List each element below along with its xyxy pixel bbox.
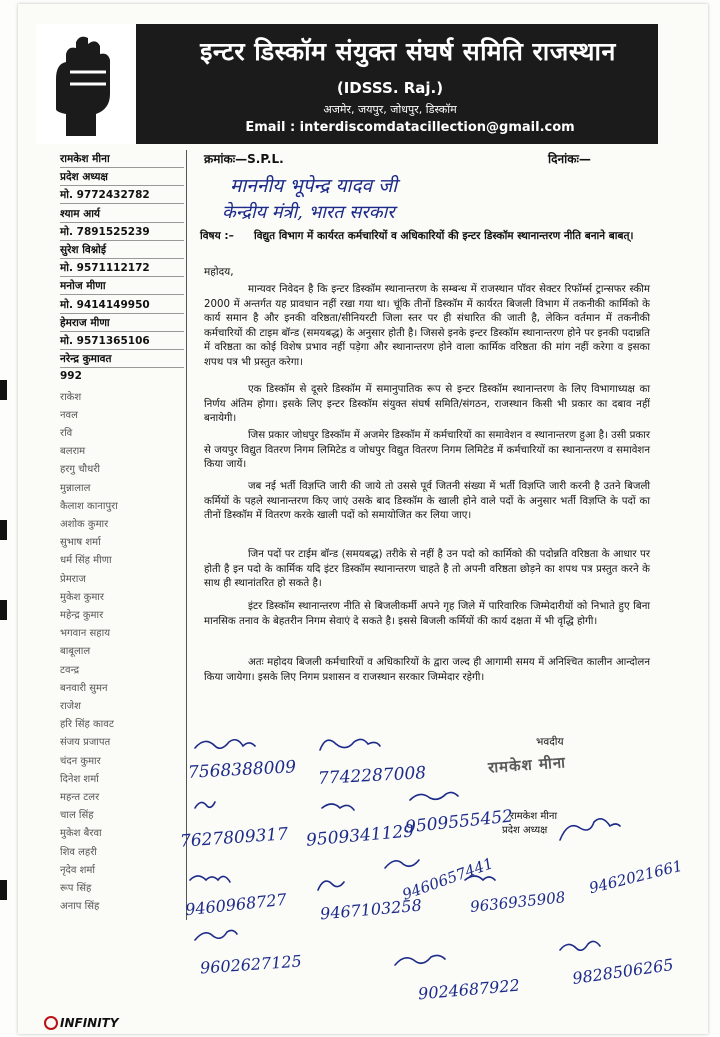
handwritten-phone: 9509555452 <box>404 806 514 838</box>
sidebar-rule <box>60 349 184 350</box>
handwritten-addressee: माननीय भूपेन्द्र यादव जी <box>230 175 398 197</box>
sidebar-member-line: रवि <box>60 428 73 439</box>
sidebar-member-line: अशोक कुमार <box>60 519 109 530</box>
sidebar-member-line: प्रदेश अध्यक्ष <box>60 171 108 184</box>
sidebar-divider <box>186 150 187 920</box>
handwritten-phone: 7627809317 <box>179 824 289 852</box>
sidebar-member-line: संजय प्रजापत <box>60 737 111 749</box>
handwritten-phone: 9602627125 <box>199 951 303 978</box>
sidebar-rule <box>60 258 184 259</box>
sidebar-member-line: मो. 9571365106 <box>60 335 150 347</box>
sidebar-rule <box>60 240 184 241</box>
sidebar-rule <box>60 331 184 332</box>
sidebar-member-line: हरगु चौधरी <box>60 464 100 476</box>
body-paragraph: मान्यवर निवेदन है कि इन्टर डिस्कॉम स्थानान्तरण के सम्बन्ध में राजस्थान पॉवर सेक्टर रिफॉर्म्स ट्रान्सफर स्कीम 2000 में अन्तर्गत यह प्रावधान नहीं रखा गया था। चूंकि तीनों डिस्कॉम में कार्यरत बिजली विभाग में तकनीकी कार्मिको के कार्य समान है और इनकी वरिष्ठता/सीनियरटी जिला स्तर पर ही संधारित की जाती है, लेकिन वर्तमान में तकनीकी कर्मचारियों की टाइम बॉन्ड (समयबद्ध) के अनुसार होती है। जिससे इनके इन्टर डिस्कॉम स्थानान्तरण होने पर इनकी पदान्नति में वरिष्ठता का कोई विशेष प्रभाव नहीं पड़ेगा और स्थानान्तरण होने वाला कार्मिक वरिष्ठता की मांग नहीं करेगा व इसका शपथ पत्र भी प्रस्तुत करेगा। <box>204 284 650 368</box>
sidebar-member-line: नवल <box>60 409 78 421</box>
sidebar-member-line: राकेश <box>60 391 82 403</box>
subject-text: विद्युत विभाग में कार्यरत कर्मचारियों व अधिकारियों की इन्टर डिस्कॉम स्थानान्तरण नीति बनाने बाबत्। <box>254 230 634 242</box>
handwritten-designation: केन्द्रीय मंत्री, भारत सरकार <box>222 202 395 223</box>
sidebar-member-line: मनोज मीणा <box>60 280 106 293</box>
binding-mark <box>0 380 7 400</box>
sidebar-member-line: राजेश <box>60 701 81 712</box>
reference-number: क्रमांकः—S.P.L. <box>204 152 284 166</box>
closing-phrase: भवदीय <box>536 736 564 748</box>
sidebar-rule <box>60 294 184 295</box>
binding-mark <box>0 600 7 620</box>
sidebar-member-line: रामकेश मीना <box>60 153 110 165</box>
signature-stamp: रामकेश मीना <box>487 753 567 777</box>
date-label: दिनांकः— <box>548 152 591 166</box>
handwritten-phone: 9462021661 <box>587 856 685 898</box>
sidebar-member-line: मो. 7891525239 <box>60 225 150 238</box>
handwritten-phone: 7742287008 <box>317 763 427 789</box>
sidebar-member-line: भगवान सहाय <box>60 628 110 640</box>
sidebar-member-line: मो. 9772432782 <box>60 189 150 202</box>
handwritten-phone: 9024687922 <box>417 975 521 1004</box>
binding-mark <box>0 520 7 540</box>
footer-brand: INFINITY <box>60 1016 119 1030</box>
organization-cities: अजमेर, जयपुर, जोधपुर, डिस्कॉम <box>323 103 457 116</box>
sidebar-member-line: 992 <box>60 370 82 383</box>
sidebar-rule <box>60 185 184 186</box>
sidebar-member-line: टवन्द्र <box>60 664 79 676</box>
sidebar-rule <box>60 367 184 368</box>
sidebar-member-line: हेमराज मीणा <box>60 316 110 329</box>
sidebar-rule <box>60 276 184 277</box>
handwritten-phone: 9460968727 <box>184 889 288 920</box>
body-paragraph: जिन पदों पर टाईम बॉन्ड (समयबद्ध) तरीके से नहीं है उन पदो को कार्मिको की पदोन्नति वरिष्ठता के आधार पर होती है इन पदो के कार्मिक यदि इंटर डिस्कॉम स्थानान्तरण चाहते है तो अपनी वरिष्ठता छोड़ने का शपथ पत्र प्रस्तुत करने के साथ ही स्थानांतरित हो सकते है। <box>204 549 650 590</box>
body-paragraph: अतः महोदय बिजली कर्मचारियों व अधिकारियों के द्वारा जल्द ही आगामी समय में अनिश्चित कालीन आन्दोलन किया जायेगा। इसके लिए निगम प्रशासन व राजस्थान सरकार जिम्मेदार रहेगी। <box>204 657 650 683</box>
handwritten-phone: 9509341129 <box>305 821 415 851</box>
handwritten-phone: 9467103258 <box>319 895 423 924</box>
sidebar-member-line: रूप सिंह <box>60 883 92 894</box>
sidebar-member-line: मुन्नालाल <box>60 482 91 494</box>
sidebar-member-line: दिनेश शर्मा <box>60 773 99 785</box>
binding-mark <box>0 880 7 900</box>
sidebar-member-line: मुकेश बैरवा <box>60 828 102 840</box>
sidebar-member-line: मो. 9414149950 <box>60 298 150 311</box>
organization-abbreviation: (IDSSS. Raj.) <box>336 79 444 97</box>
salutation: महोदय, <box>204 266 234 278</box>
sidebar-rule <box>60 203 184 204</box>
handwritten-phone: 7568388009 <box>187 757 297 783</box>
body-paragraph: इंटर डिस्कॉम स्थानान्तरण नीति से बिजलीकर्मी अपने गृह जिले में पारिवारिक जिम्मेदारीयों को निभाते हुए बिना मानसिक तनाव के बेहतरीन निगम सेवाएं दे सकते है। इससे बिजली कर्मियों की कार्य दक्षता में भी वृद्धि होगी। <box>204 601 650 627</box>
sidebar-member-line: चंदन कुमार <box>60 755 101 767</box>
subject-label: विषय :– <box>200 230 234 242</box>
sidebar-rule <box>60 313 184 314</box>
sidebar-member-line: हरि सिंह कावट <box>60 719 114 731</box>
sidebar-member-line: बाबूलाल <box>60 646 91 658</box>
fist-logo-icon <box>36 24 136 144</box>
sidebar-member-line: बलराम <box>60 446 86 458</box>
sidebar-member-line: शिव लहरी <box>60 846 97 858</box>
organization-email: Email : interdiscomdatacillection@gmail.com <box>245 120 575 135</box>
sidebar-member-line: महेन्द्र कुमार <box>60 610 104 621</box>
sidebar-member-line: मो. 9571112172 <box>60 262 150 275</box>
sidebar-member-line: बनवारी सुमन <box>60 682 108 694</box>
organization-logo <box>36 24 136 144</box>
signatory-name: रामकेश मीना <box>510 811 558 822</box>
sidebar-member-line: कैलाश कानापुरा <box>60 500 118 512</box>
organization-title: इन्टर डिस्कॉम संयुक्त संघर्ष समिति राजस्थान <box>200 37 616 66</box>
signatory-title: प्रदेश अध्यक्ष <box>502 825 548 836</box>
sidebar-member-line: महन्त टलर <box>60 792 100 803</box>
handwritten-phone: 9460657441 <box>399 854 496 904</box>
sidebar-member-line: अनाप सिंह <box>60 901 100 913</box>
sidebar-member-line: धर्म सिंह मीणा <box>60 555 112 567</box>
sidebar-member-line: सुभाष शर्मा <box>60 537 101 549</box>
sidebar-member-line: नृदेव शर्मा <box>60 864 95 876</box>
handwritten-phone: 9636935908 <box>469 888 567 916</box>
infinity-brand-icon <box>44 1016 58 1030</box>
sidebar-rule <box>60 167 184 168</box>
sidebar-member-line: नरेन्द्र कुमावत <box>60 353 112 366</box>
sidebar-member-line: चाल सिंह <box>60 810 94 822</box>
sidebar-member-line: श्याम आर्य <box>60 207 101 220</box>
body-paragraph: एक डिस्कॉम से दूसरे डिस्कॉम में समानुपातिक रूप से इन्टर डिस्कॉम स्थानान्तरण के लिए विभागाध्यक्ष का निर्णय अंतिम होगा। इसके लिए इन्टर डिस्कॉम संयुक्त संघर्ष समिति/संगठन, राजस्थान किसी भी प्रकार का दबाव नहीं बनायेगी। <box>204 384 650 425</box>
sidebar-member-line: प्रेमराज <box>60 573 86 585</box>
body-paragraph: जिस प्रकार जोधपुर डिस्कॉम में अजमेर डिस्कॉम में कर्मचारियों का समावेशन व स्थानान्तरण हुआ है। उसी प्रकार से जयपुर विद्युत वितरण निगम लिमिटेड व जोधपुर विद्युत वितरण निगम लिमिटेड में कर्मचारियों का स्थानान्तरण व समावेशन किया जायें। <box>204 430 650 471</box>
sidebar-member-line: मुकेश कुमार <box>60 591 104 603</box>
body-paragraph: जब नई भर्ती विज्ञप्ति जारी की जाये तो उससे पूर्व जितनी संख्या में भर्ती विज्ञप्ति जारी करनी है उतने बिजली कर्मियों के पहले स्थानान्तरण किए जाएं उसके बाद डिस्कॉम के खाली होने वाले पदों के अनुसार भर्ती विज्ञप्ति के पदों का तीनों डिस्कॉम में वितरण करके खाली पदों को समायोजित कर लिया जाए। <box>204 481 650 522</box>
handwritten-phone: 9828506265 <box>571 955 675 988</box>
sidebar-rule <box>60 222 184 223</box>
sidebar-member-line: सुरेश विश्नोई <box>60 244 107 256</box>
